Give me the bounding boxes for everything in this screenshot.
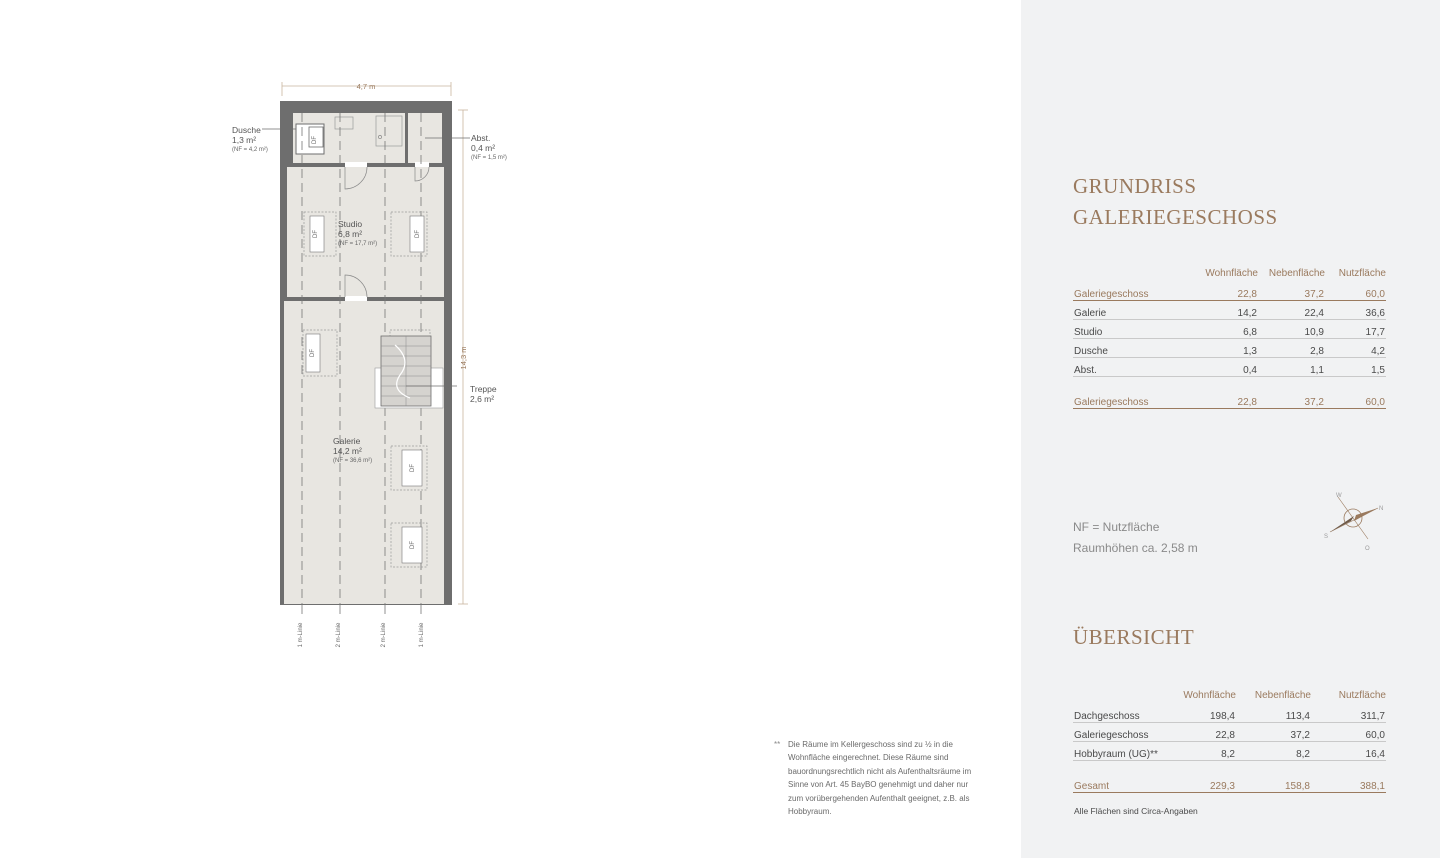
row-label: Gesamt — [1073, 774, 1178, 793]
skylight-label: DF — [410, 541, 416, 549]
cell-value: 16,4 — [1311, 742, 1386, 761]
table-row — [1073, 742, 1386, 761]
skylight-label-dusche: DF — [312, 136, 318, 144]
cell-value: 14,2 — [1191, 301, 1258, 320]
cell-value: 37,2 — [1236, 723, 1311, 742]
grundriss-table — [1073, 264, 1386, 409]
table-row — [1073, 320, 1386, 339]
room-galerie-name: Galerie — [333, 436, 361, 446]
room-galerie-nf: (NF = 36,6 m²) — [333, 458, 373, 464]
cell-value: 37,2 — [1258, 390, 1325, 409]
row-label: Dusche — [1073, 339, 1191, 358]
row-label: Hobbyraum (UG)** — [1073, 742, 1178, 761]
table-row — [1073, 282, 1386, 301]
circa-footnote: Alle Flächen sind Circa-Angaben — [1074, 806, 1198, 816]
cell-value: 4,2 — [1325, 339, 1386, 358]
skylight-label: DF — [415, 230, 421, 238]
cell-value: 22,4 — [1258, 301, 1325, 320]
cell-value: 1,3 — [1191, 339, 1258, 358]
room-abst-area: 0,4 m² — [471, 143, 496, 153]
col-header-nebenflaeche: Nebenfläche — [1268, 267, 1325, 279]
cell-value: 1,1 — [1258, 358, 1325, 377]
cell-value: 10,9 — [1258, 320, 1325, 339]
skylight-label: DF — [310, 349, 316, 357]
table-row — [1073, 723, 1386, 742]
note-nf: NF = Nutzfläche — [1073, 520, 1160, 534]
cell-value: 113,4 — [1236, 704, 1311, 723]
cell-value: 36,6 — [1325, 301, 1386, 320]
cell-value: 8,2 — [1178, 742, 1236, 761]
cell-value: 17,7 — [1325, 320, 1386, 339]
cell-value: 6,8 — [1191, 320, 1258, 339]
height-line-label: 2 m-Linie — [336, 622, 342, 648]
height-line-label: 1 m-Linie — [419, 622, 425, 648]
col-header-nutzflaeche: Nutzfläche — [1338, 689, 1386, 701]
room-dusche-name: Dusche — [232, 125, 261, 135]
cell-value: 158,8 — [1236, 774, 1311, 793]
room-dusche-nf: (NF = 4,2 m²) — [232, 147, 268, 153]
cell-value: 1,5 — [1325, 358, 1386, 377]
col-header-nebenflaeche: Nebenfläche — [1254, 689, 1311, 701]
cell-value: 198,4 — [1178, 704, 1236, 723]
compass-w: W — [1336, 493, 1342, 499]
cell-value: 22,8 — [1178, 723, 1236, 742]
table-total-row — [1073, 774, 1386, 793]
cell-value: 8,2 — [1236, 742, 1311, 761]
row-label: Galeriegeschoss — [1073, 390, 1191, 409]
row-label: Abst. — [1073, 358, 1191, 377]
row-label: Dachgeschoss — [1073, 704, 1178, 723]
table-total-row — [1073, 390, 1386, 409]
table-row — [1073, 704, 1386, 723]
cell-value: 22,8 — [1191, 282, 1258, 301]
disclaimer-mark: ** — [774, 740, 781, 749]
room-treppe-name: Treppe — [470, 384, 497, 394]
cell-value: 0,4 — [1191, 358, 1258, 377]
floor-plan — [220, 75, 530, 665]
row-label: Studio — [1073, 320, 1191, 339]
room-treppe-area: 2,6 m² — [470, 394, 495, 404]
cell-value: 2,8 — [1258, 339, 1325, 358]
compass-s: S — [1324, 534, 1329, 540]
room-dusche-area: 1,3 m² — [232, 135, 257, 145]
grundriss-title — [1073, 171, 1278, 233]
cell-value: 229,3 — [1178, 774, 1236, 793]
room-abst-name: Abst. — [471, 133, 491, 143]
cell-value: 311,7 — [1311, 704, 1386, 723]
height-line-label: 1 m-Linie — [298, 622, 304, 648]
disclaimer-text: Die Räume im Kellergeschoss sind zu ½ in die Wohnfläche eingerechnet. Diese Räume sind bauordnungsrechtlich nicht als Aufenthaltsräume im Sinne von Art. 45 BayBO genehmigt und daher nur zum vorübergehenden Aufenthalt geeignet, z.B. als Hobbyraum. — [788, 740, 972, 817]
skylight-label: DF — [313, 230, 319, 238]
col-header-wohnflaeche: Wohnfläche — [1183, 689, 1236, 701]
cell-value: 37,2 — [1258, 282, 1325, 301]
row-label: Galeriegeschoss — [1073, 723, 1178, 742]
compass-n: N — [1379, 506, 1384, 512]
height-line-label: 2 m-Linie — [381, 622, 387, 648]
compass-o: O — [1365, 546, 1370, 552]
room-studio-area: 6,8 m² — [338, 229, 363, 239]
row-label: Galerie — [1073, 301, 1191, 320]
room-abst-nf: (NF = 1,5 m²) — [471, 155, 507, 161]
room-studio-nf: (NF = 17,7 m²) — [338, 241, 378, 247]
disclaimer — [774, 738, 984, 818]
uebersicht-title: ÜBERSICHT — [1073, 625, 1195, 649]
table-row — [1073, 358, 1386, 377]
room-studio-name: Studio — [338, 219, 363, 229]
grundriss-title-line2: GALERIEGESCHOSS — [1073, 205, 1278, 229]
table-row — [1073, 301, 1386, 320]
cell-value: 60,0 — [1311, 723, 1386, 742]
col-header-nutzflaeche: Nutzfläche — [1338, 267, 1386, 279]
row-label: Galeriegeschoss — [1073, 282, 1191, 301]
cell-value: 60,0 — [1325, 282, 1386, 301]
compass-icon — [1318, 488, 1388, 558]
skylight-label: DF — [410, 464, 416, 472]
notes — [1073, 517, 1198, 559]
cell-value: 60,0 — [1325, 390, 1386, 409]
width-dimension-label: 4,7 m — [356, 82, 376, 91]
uebersicht-table — [1073, 686, 1386, 793]
cell-value: 22,8 — [1191, 390, 1258, 409]
table-row — [1073, 339, 1386, 358]
height-dimension-label: 14,3 m — [459, 346, 468, 370]
note-room-height: Raumhöhen ca. 2,58 m — [1073, 541, 1198, 555]
cell-value: 388,1 — [1311, 774, 1386, 793]
room-galerie-area: 14,2 m² — [333, 446, 362, 456]
col-header-wohnflaeche: Wohnfläche — [1205, 267, 1258, 279]
grundriss-title-line1: GRUNDRISS — [1073, 174, 1197, 198]
